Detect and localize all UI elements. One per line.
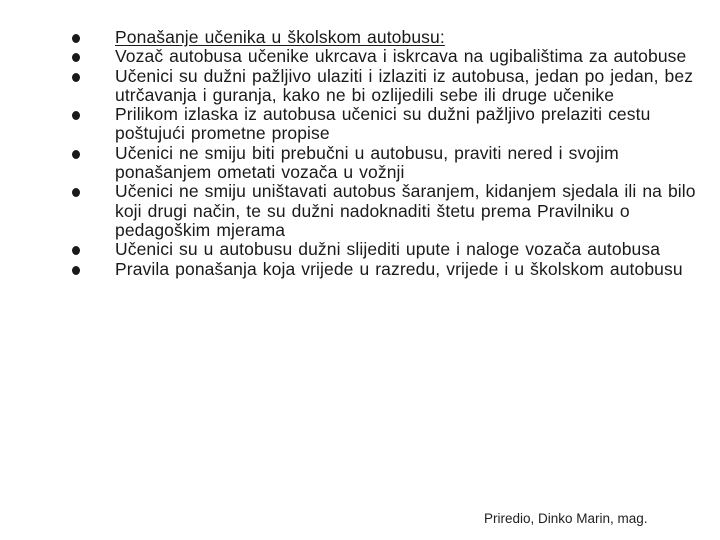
list-item [0, 105, 720, 144]
author-credit: Priredio, Dinko Marin, mag. [484, 511, 648, 526]
bullet-icon [72, 73, 80, 82]
bullet-list [0, 28, 720, 279]
list-item [0, 182, 720, 240]
list-item-text: Učenici ne smiju uništavati autobus šaranjem, kidanjem sjedala ili na bilo koji drugi način, te su dužni nadoknaditi štetu prema Pravilniku o pedagoškim mjerama [115, 181, 696, 240]
list-item [0, 67, 720, 106]
list-item-text: Prilikom izlaska iz autobusa učenici su dužni pažljivo prelaziti cestu poštujući prometne propise [115, 104, 651, 144]
bullet-icon [72, 266, 80, 275]
list-item-text: Učenici ne smiju biti prebučni u autobusu, praviti nered i svojim ponašanjem ometati vozača u vožnji [115, 142, 619, 183]
bullet-icon [72, 53, 80, 62]
list-item [0, 47, 720, 66]
list-item [0, 144, 720, 183]
bullet-icon [72, 246, 80, 255]
list-item-text: Učenici su dužni pažljivo ulaziti i izlaziti iz autobusa, jedan po jedan, bez utrčavanja i guranja, kako ne bi ozlijedili sebe ili druge učenike [115, 65, 694, 105]
list-item [0, 260, 720, 279]
bullet-icon [72, 150, 80, 159]
list-heading: Ponašanje učenika u školskom autobusu: [115, 27, 445, 47]
bullet-icon [72, 188, 80, 197]
list-item-text: Vozač autobusa učenike ukrcava i iskrcava na ugibalištima za autobuse [115, 46, 687, 67]
list-item [0, 240, 720, 259]
list-item-text: Pravila ponašanja koja vrijede u razredu, vrijede i u školskom autobusu [115, 258, 683, 279]
bullet-icon [72, 111, 80, 120]
list-item-heading [0, 28, 720, 47]
bullet-icon [72, 34, 80, 43]
list-item-text: Učenici su u autobusu dužni slijediti upute i naloge vozača autobusa [115, 239, 661, 260]
